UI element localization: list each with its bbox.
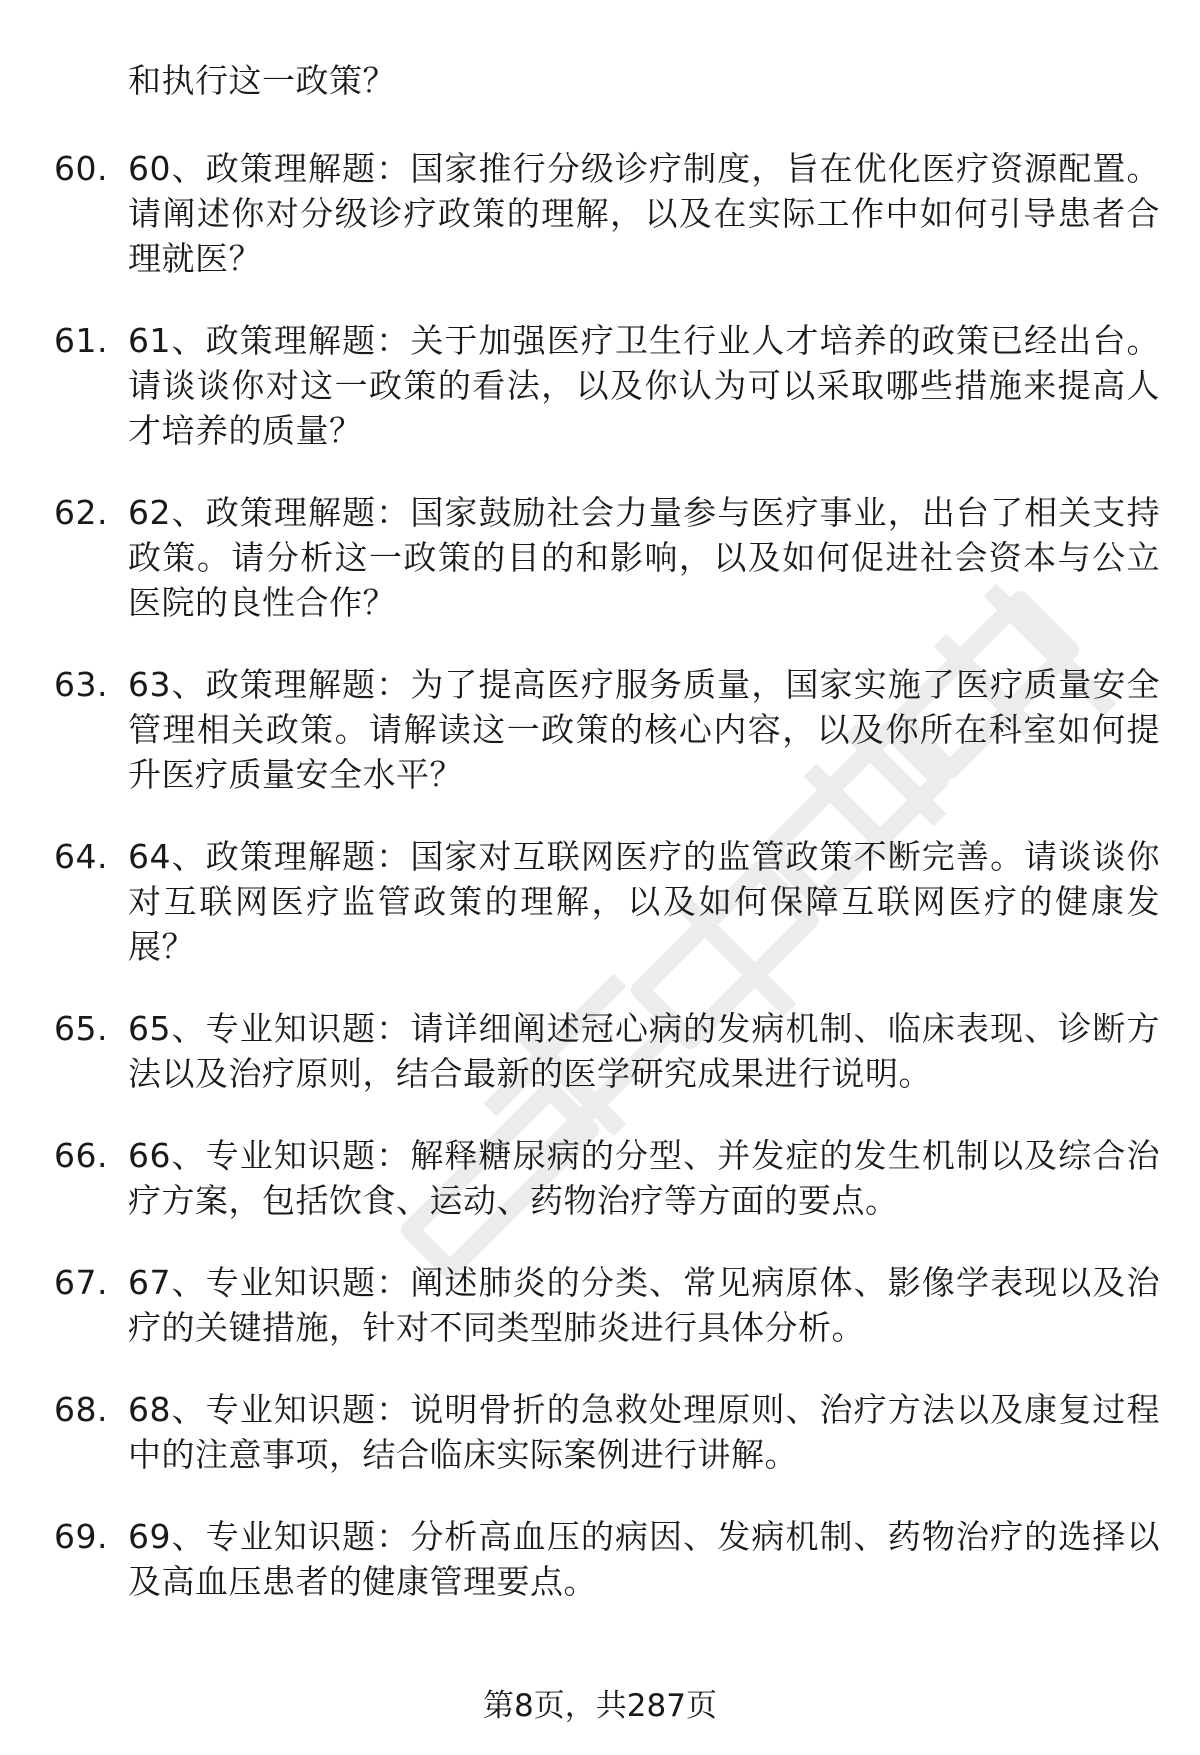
question-number: 60. <box>54 149 108 188</box>
question-number: 63. <box>54 665 108 704</box>
question-number: 65. <box>54 1009 108 1048</box>
question-number: 69. <box>54 1517 108 1556</box>
question-item <box>0 146 1160 281</box>
question-item <box>0 1514 1160 1604</box>
question-text: 69、专业知识题：分析高血压的病因、发病机制、药物治疗的选择以及高血压患者的健康管理要点。 <box>128 1517 1160 1601</box>
question-item <box>0 834 1160 969</box>
question-item <box>0 318 1160 453</box>
question-item <box>0 1133 1160 1223</box>
question-number: 62. <box>54 493 108 532</box>
question-number: 61. <box>54 321 108 360</box>
question-text: 62、政策理解题：国家鼓励社会力量参与医疗事业，出台了相关支持政策。请分析这一政策的目的和影响，以及如何促进社会资本与公立医院的良性合作？ <box>128 493 1160 622</box>
question-number: 64. <box>54 837 108 876</box>
question-text: 60、政策理解题：国家推行分级诊疗制度，旨在优化医疗资源配置。请阐述你对分级诊疗政策的理解，以及在实际工作中如何引导患者合理就医？ <box>128 149 1160 278</box>
question-text: 64、政策理解题：国家对互联网医疗的监管政策不断完善。请谈谈你对互联网医疗监管政策的理解，以及如何保障互联网医疗的健康发展？ <box>128 837 1160 966</box>
question-item <box>0 490 1160 625</box>
question-text: 65、专业知识题：请详细阐述冠心病的发病机制、临床表现、诊断方法以及治疗原则，结合最新的医学研究成果进行说明。 <box>128 1009 1160 1093</box>
question-number: 66. <box>54 1136 108 1175</box>
question-list <box>0 146 1200 1604</box>
question-item <box>0 1260 1160 1350</box>
question-item <box>0 662 1160 797</box>
question-text: 67、专业知识题：阐述肺炎的分类、常见病原体、影像学表现以及治疗的关键措施，针对不同类型肺炎进行具体分析。 <box>128 1263 1160 1347</box>
question-item <box>0 1387 1160 1477</box>
question-number: 68. <box>54 1390 108 1429</box>
continued-question-text: 和执行这一政策？ <box>128 61 396 100</box>
question-item <box>0 1006 1160 1096</box>
question-text: 66、专业知识题：解释糖尿病的分型、并发症的发生机制以及综合治疗方案，包括饮食、运动、药物治疗等方面的要点。 <box>128 1136 1160 1220</box>
page-footer: 第8页，共287页 <box>483 1688 717 1724</box>
question-text: 61、政策理解题：关于加强医疗卫生行业人才培养的政策已经出台。请谈谈你对这一政策的看法，以及你认为可以采取哪些措施来提高人才培养的质量？ <box>128 321 1160 450</box>
question-text: 68、专业知识题：说明骨折的急救处理原则、治疗方法以及康复过程中的注意事项，结合临床实际案例进行讲解。 <box>128 1390 1160 1474</box>
question-text: 63、政策理解题：为了提高医疗服务质量，国家实施了医疗质量安全管理相关政策。请解读这一政策的核心内容，以及你所在科室如何提升医疗质量安全水平？ <box>128 665 1160 794</box>
question-number: 67. <box>54 1263 108 1302</box>
